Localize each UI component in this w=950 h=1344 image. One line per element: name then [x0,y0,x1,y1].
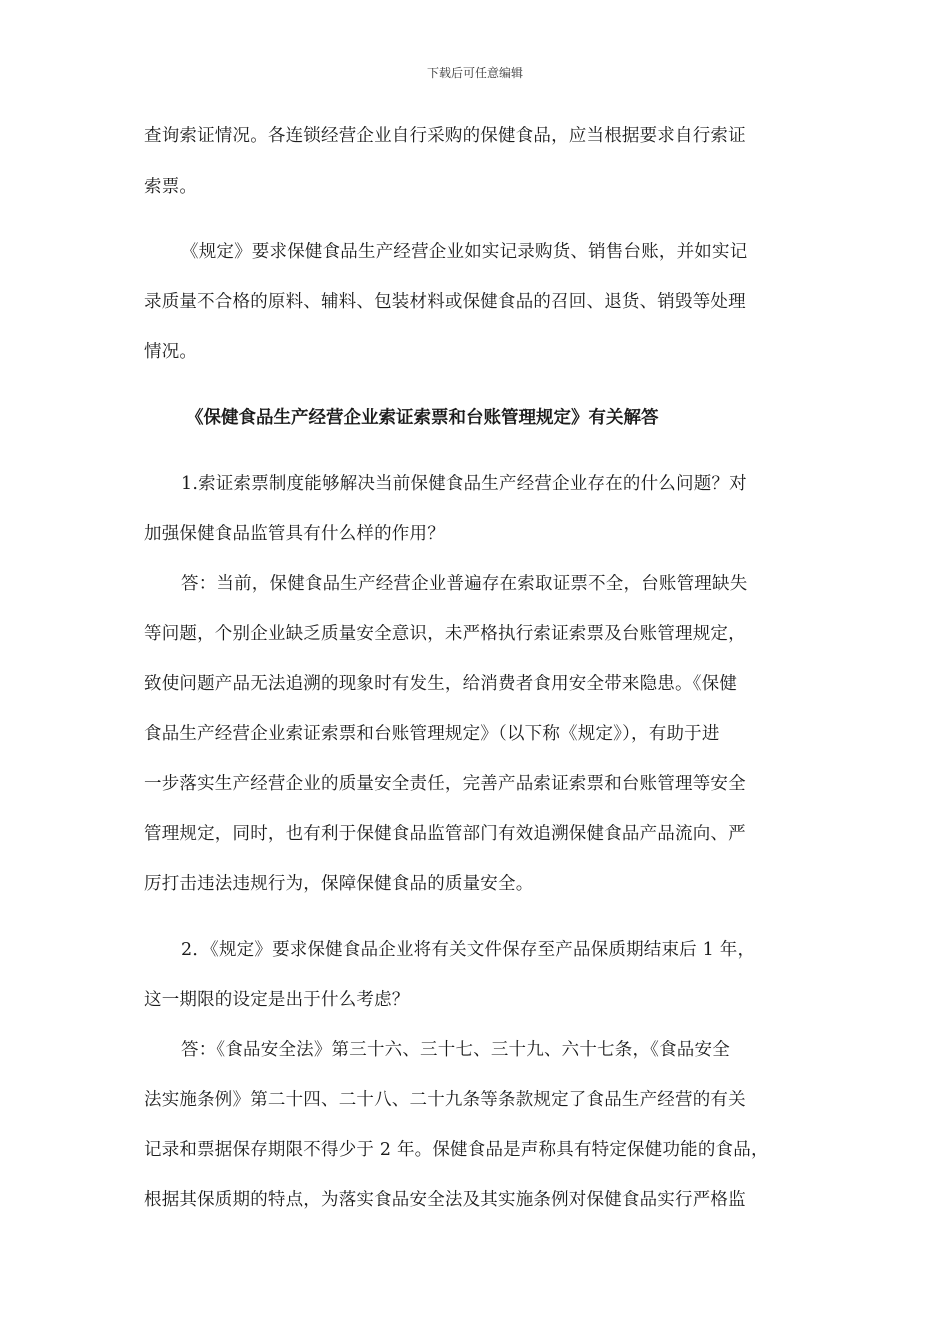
question-line: 2．《规定》要求保健食品企业将有关文件保存至产品保质期结束后 1 年， [181,940,756,960]
answer-line: 答：《食品安全法》第三十六、三十七、三十九、六十七条，《食品安全 [181,1040,730,1060]
paragraph-line: 录质量不合格的原料、辅料、包装材料或保健食品的召回、退货、销毁等处理 [144,292,746,312]
section-heading: 《保健食品生产经营企业索证索票和台账管理规定》有关解答 [186,408,659,428]
answer-line: 致使问题产品无法追溯的现象时有发生，给消费者食用安全带来隐患。《保健 [144,674,738,694]
paragraph-line: 情况。 [144,342,198,362]
answer-line: 厉打击违法违规行为，保障保健食品的质量安全。 [144,874,534,894]
paragraph-line: 查询索证情况。各连锁经营企业自行采购的保健食品，应当根据要求自行索证 [144,126,746,146]
paragraph-line: 《规定》要求保健食品生产经营企业如实记录购货、销售台账，并如实记 [181,242,748,262]
answer-line: 一步落实生产经营企业的质量安全责任，完善产品索证索票和台账管理等安全 [144,774,746,794]
page-header: 下载后可任意编辑 [426,66,523,80]
answer-line: 食品生产经营企业索证索票和台账管理规定》（以下称《规定》），有助于进 [144,724,720,744]
answer-line: 等问题，个别企业缺乏质量安全意识，未严格执行索证索票及台账管理规定， [144,624,746,644]
paragraph-line: 索票。 [144,177,198,197]
question-line: 1.索证索票制度能够解决当前保健食品生产经营企业存在的什么问题？对 [181,474,747,494]
answer-line: 法实施条例》第二十四、二十八、二十九条等条款规定了食品生产经营的有关 [144,1090,746,1110]
answer-line: 答：当前，保健食品生产经营企业普遍存在索取证票不全，台账管理缺失 [181,574,748,594]
answer-line: 根据其保质期的特点，为落实食品安全法及其实施条例对保健食品实行严格监 [144,1190,746,1210]
question-line: 加强保健食品监管具有什么样的作用？ [144,524,445,544]
answer-line: 记录和票据保存期限不得少于 2 年。保健食品是声称具有特定保健功能的食品， [144,1140,769,1160]
question-line: 这一期限的设定是出于什么考虑？ [144,990,410,1010]
answer-line: 管理规定，同时，也有利于保健食品监管部门有效追溯保健食品产品流向、严 [144,824,746,844]
